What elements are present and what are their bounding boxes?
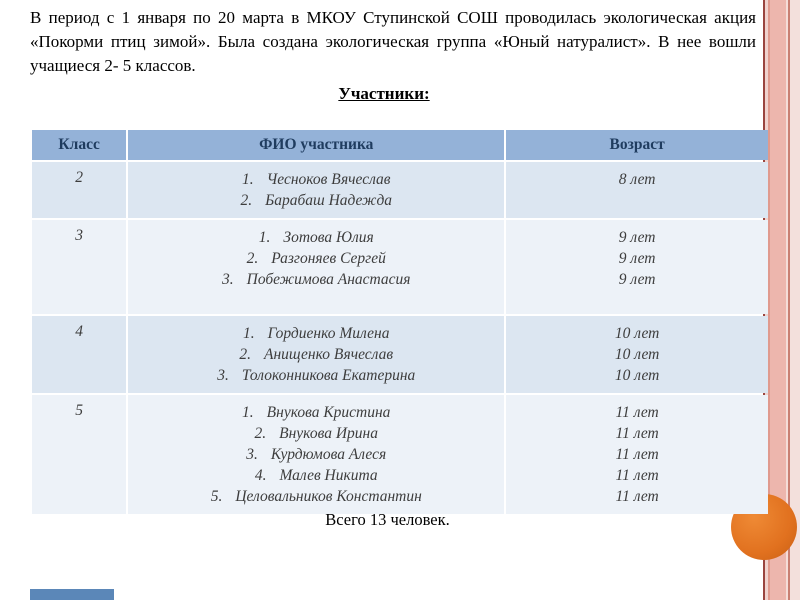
list-number: 4. [254, 467, 267, 484]
participant-name-text: Курдюмова Алеся [270, 446, 387, 463]
participant-age: 11 лет [615, 488, 659, 505]
participant-age: 10 лет [614, 367, 660, 384]
participant-name [134, 465, 498, 486]
table-row [32, 316, 768, 393]
participant-age: 9 лет [618, 271, 656, 288]
participant-name [134, 365, 498, 386]
list-number: 3. [222, 271, 234, 288]
class-cell: 4 [32, 316, 126, 393]
participants-heading: Участники: [338, 84, 430, 103]
participant-name [134, 486, 498, 507]
table-row [32, 162, 768, 218]
participant-age: 11 лет [615, 404, 659, 421]
participant-name [134, 402, 498, 423]
participant-name-text: Барабаш Надежда [265, 192, 393, 209]
names-cell [128, 316, 504, 393]
names-cell [128, 395, 504, 514]
participant-age: 8 лет [618, 171, 656, 188]
list-number: 3. [246, 446, 258, 463]
class-cell: 2 [32, 162, 126, 218]
list-number: 2. [246, 250, 259, 267]
list-number: 1. [242, 325, 255, 342]
col-header-name: ФИО участника [128, 130, 504, 160]
participant-name-text: Чесноков Вячеслав [266, 171, 391, 188]
participant-name-text: Анищенко Вячеслав [264, 346, 394, 363]
class-cell: 3 [32, 220, 126, 314]
participant-age: 9 лет [618, 250, 656, 267]
participant-name [134, 227, 498, 248]
participant-name-text: Целовальников Константин [235, 488, 422, 505]
list-number: 2. [240, 192, 253, 209]
participant-name [134, 323, 498, 344]
participant-name-text: Разгоняев Сергей [271, 250, 386, 267]
participant-age: 10 лет [614, 346, 660, 363]
names-cell [128, 220, 504, 314]
table-header-row [32, 130, 768, 160]
participant-age: 10 лет [614, 325, 660, 342]
list-number: 2. [239, 346, 252, 363]
participant-name-text: Побежимова Анастасия [246, 271, 411, 288]
participant-age: 11 лет [615, 446, 659, 463]
participant-age: 11 лет [615, 467, 659, 484]
names-cell [128, 162, 504, 218]
ages-cell [506, 395, 768, 514]
list-number: 1. [258, 229, 271, 246]
participant-age: 11 лет [615, 425, 659, 442]
ages-cell [506, 220, 768, 314]
participant-name [134, 269, 498, 290]
list-number: 5. [210, 488, 223, 505]
participant-name [134, 169, 498, 190]
ages-cell [506, 316, 768, 393]
participant-name [134, 423, 498, 444]
participant-name [134, 444, 498, 465]
participant-name-text: Внукова Ирина [279, 425, 378, 442]
intro-paragraph: В период с 1 января по 20 марта в МКОУ Ступинской СОШ проводилась экологическая акция «Покорми птиц зимой». Была создана экологическая группа «Юный натуралист». В нее вошли учащиеся 2- 5 классов. [30, 8, 756, 76]
col-header-age: Возраст [506, 130, 768, 160]
list-number: 1. [242, 404, 254, 421]
participant-name-text: Внукова Кристина [266, 404, 391, 421]
ages-cell [506, 162, 768, 218]
participant-name-text: Толоконникова Екатерина [241, 367, 416, 384]
participant-name-text: Малев Никита [279, 467, 378, 484]
participant-name-text: Зотова Юлия [283, 229, 374, 246]
class-cell: 5 [32, 395, 126, 514]
participant-name [134, 344, 498, 365]
participant-name-text: Гордиенко Милена [267, 325, 390, 342]
participant-name [134, 190, 498, 211]
col-header-class: Класс [32, 130, 126, 160]
table-row [32, 395, 768, 514]
participant-name [134, 248, 498, 269]
list-number: 3. [217, 367, 229, 384]
participants-table [30, 128, 770, 516]
list-number: 2. [254, 425, 267, 442]
total-text: Всего 13 человек. [325, 510, 450, 529]
list-number: 1. [241, 171, 254, 188]
participant-age: 9 лет [618, 229, 656, 246]
table-row [32, 220, 768, 314]
footer-bar-decoration [30, 589, 114, 600]
